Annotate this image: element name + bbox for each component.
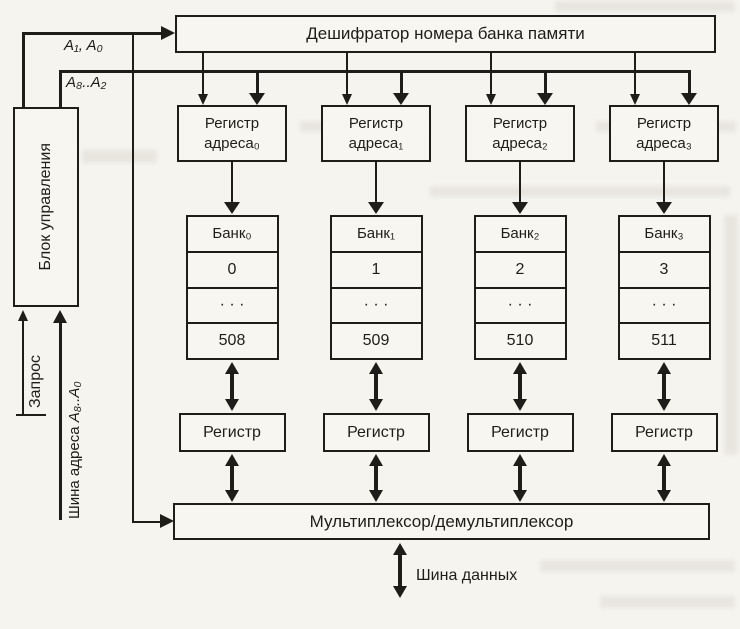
bank-title: Банк₃ — [644, 225, 684, 243]
mux-select-line-horizontal — [132, 521, 162, 524]
reg-mux-downarrow-icon — [225, 490, 239, 502]
a8a2-bus-line — [59, 70, 691, 73]
bank-reg-shaft-2 — [518, 371, 522, 402]
bank-cell: · · · — [476, 287, 565, 323]
print-bleedthrough — [555, 1, 735, 12]
reg-mux-shaft-2 — [518, 463, 522, 493]
bank-cell: 509 — [332, 322, 421, 358]
a1a0-arrowhead-icon — [161, 26, 175, 40]
reg-mux-shaft-1 — [374, 463, 378, 493]
a1a0-stub — [22, 32, 25, 107]
bank-reg-downarrow-icon — [513, 399, 527, 411]
bank-box-1 — [330, 215, 423, 360]
bank-cell: 511 — [620, 322, 709, 358]
bank-reg-downarrow-icon — [657, 399, 671, 411]
bus-drop-arrowhead-icon — [393, 93, 409, 105]
data-register-box-3 — [611, 413, 718, 452]
address-register-box-1 — [321, 105, 431, 162]
request-line — [22, 319, 24, 416]
print-bleedthrough — [724, 215, 738, 455]
print-bleedthrough — [430, 186, 730, 197]
decoder-drop-arrowhead-icon — [486, 94, 496, 105]
reg-mux-shaft-3 — [662, 463, 666, 493]
print-bleedthrough — [600, 596, 735, 608]
bus-drop-line-0 — [256, 71, 259, 94]
bus-drop-arrowhead-icon — [681, 93, 697, 105]
mux-demux-box — [173, 503, 710, 540]
bank-cell: 0 — [188, 251, 277, 287]
a1a0-line — [22, 32, 162, 35]
reg-mux-downarrow-icon — [513, 490, 527, 502]
bank-box-3 — [618, 215, 711, 360]
request-source-tick — [16, 414, 46, 416]
reg-mux-shaft-0 — [230, 463, 234, 493]
bank-title: Банк₀ — [212, 225, 252, 243]
bank-cell: · · · — [620, 287, 709, 323]
bus-drop-line-2 — [544, 71, 547, 94]
reg-mux-downarrow-icon — [369, 490, 383, 502]
address-register-label: Регистр адреса₂ — [492, 115, 548, 152]
addr-to-bank-arrowhead-icon — [512, 202, 528, 214]
bank-decoder-label: Дешифратор номера банка памяти — [306, 24, 585, 43]
addr-to-bank-line-1 — [375, 162, 378, 203]
request-label: Запрос — [27, 354, 44, 408]
bank-box-2 — [474, 215, 567, 360]
bank-cell: 2 — [476, 251, 565, 287]
address-register-box-2 — [465, 105, 575, 162]
bank-cell: 510 — [476, 322, 565, 358]
addr-to-bank-line-3 — [663, 162, 666, 203]
a1a0-label: A₁, A₀ — [64, 37, 103, 54]
address-bus-line — [59, 321, 62, 520]
decoder-drop-line-1 — [346, 53, 348, 95]
bank-box-0 — [186, 215, 279, 360]
address-register-box-3 — [609, 105, 719, 162]
reg-mux-downarrow-icon — [657, 490, 671, 502]
decoder-drop-arrowhead-icon — [198, 94, 208, 105]
bank-cell: 3 — [620, 251, 709, 287]
bus-drop-arrowhead-icon — [537, 93, 553, 105]
a8a2-label: A₈..A₂ — [66, 74, 107, 91]
decoder-drop-arrowhead-icon — [630, 94, 640, 105]
data-register-label: Регистр — [491, 423, 549, 441]
bank-title: Банк₂ — [500, 225, 540, 243]
address-bus-label: Шина адреса A₈..A₀ — [66, 381, 83, 519]
address-register-label: Регистр адреса₃ — [636, 115, 692, 152]
data-bus-downarrow-icon — [393, 586, 407, 598]
bus-drop-arrowhead-icon — [249, 93, 265, 105]
address-register-box-0 — [177, 105, 287, 162]
print-bleedthrough — [540, 560, 735, 572]
bank-reg-shaft-0 — [230, 371, 234, 402]
control-unit-label: Блок управления — [37, 143, 54, 271]
addr-to-bank-arrowhead-icon — [368, 202, 384, 214]
data-register-label: Регистр — [635, 423, 693, 441]
data-register-box-0 — [179, 413, 286, 452]
bank-reg-downarrow-icon — [369, 399, 383, 411]
address-register-label: Регистр адреса₀ — [204, 115, 260, 152]
bus-drop-line-1 — [400, 71, 403, 94]
bank-reg-downarrow-icon — [225, 399, 239, 411]
bank-reg-shaft-1 — [374, 371, 378, 402]
mux-select-arrowhead-icon — [160, 514, 174, 528]
bank-cell: 508 — [188, 322, 277, 358]
bank-cell: · · · — [188, 287, 277, 323]
addr-to-bank-line-0 — [231, 162, 234, 203]
control-unit-box — [13, 107, 79, 307]
mux-demux-label: Мультиплексор/демультиплексор — [309, 511, 574, 531]
data-bus-label: Шина данных — [416, 567, 518, 584]
decoder-drop-arrowhead-icon — [342, 94, 352, 105]
addr-to-bank-line-2 — [519, 162, 522, 203]
data-register-box-2 — [467, 413, 574, 452]
decoder-drop-line-3 — [634, 53, 636, 95]
data-bus-shaft — [398, 552, 402, 588]
data-register-label: Регистр — [203, 423, 261, 441]
bank-cell: 1 — [332, 251, 421, 287]
data-register-box-1 — [323, 413, 430, 452]
bank-title: Банк₁ — [356, 225, 396, 243]
a8a2-stub — [59, 70, 62, 107]
mux-select-line-vertical — [132, 32, 135, 523]
bank-reg-shaft-3 — [662, 371, 666, 402]
data-register-label: Регистр — [347, 423, 405, 441]
bank-decoder-box — [175, 15, 716, 53]
bus-drop-line-3 — [688, 71, 691, 94]
print-bleedthrough — [82, 150, 157, 163]
address-register-label: Регистр адреса₁ — [348, 115, 404, 152]
addr-to-bank-arrowhead-icon — [656, 202, 672, 214]
decoder-drop-line-2 — [490, 53, 492, 95]
addr-to-bank-arrowhead-icon — [224, 202, 240, 214]
decoder-drop-line-0 — [202, 53, 204, 95]
bank-cell: · · · — [332, 287, 421, 323]
